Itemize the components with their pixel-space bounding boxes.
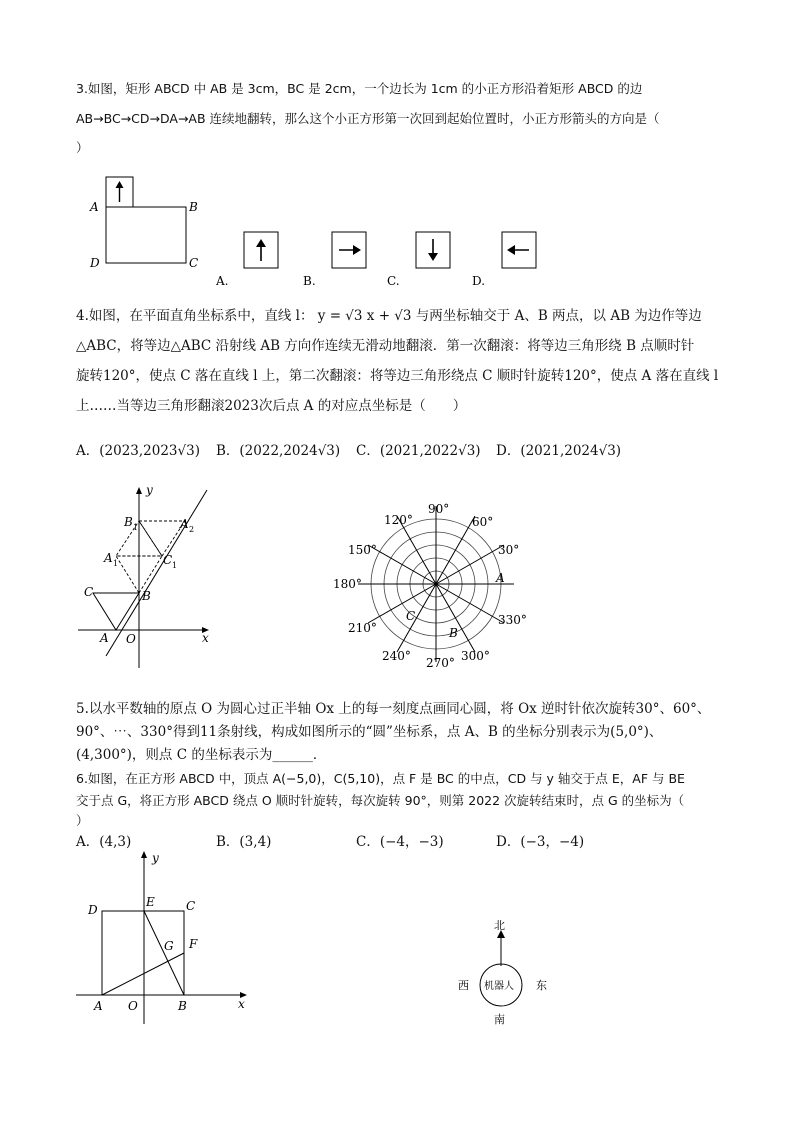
q6-label-d: D bbox=[88, 903, 98, 917]
y-axis-arrow-icon bbox=[141, 851, 147, 858]
segment-af bbox=[102, 953, 184, 995]
q4-label-c: C bbox=[84, 585, 94, 599]
q4-sub-b1: 1 bbox=[133, 523, 139, 532]
q5-line2: 90°、⋯、330°得到11条射线，构成如图所示的“圆”坐标系，点 A、B 的坐标分别表示为(5,0°)、 bbox=[76, 724, 663, 740]
angle-60: 60° bbox=[472, 515, 494, 529]
q4-option-a[interactable]: A．(2023,2023√3) bbox=[76, 443, 200, 459]
polar-label-c: C bbox=[406, 609, 416, 623]
robot-south: 南 bbox=[494, 1013, 505, 1026]
polar-label-b: B bbox=[449, 626, 458, 640]
line-l bbox=[106, 490, 207, 656]
q4-label-y: y bbox=[146, 483, 153, 497]
angle-210: 210° bbox=[348, 621, 377, 635]
q3-label-c: C bbox=[189, 256, 199, 270]
q5-line1: 5.以水平数轴的原点 O 为圆心过正半轴 Ox 上的每一刻度点画同心圆，将 Ox 逆时针依次旋转30°、60°、 bbox=[76, 701, 711, 717]
rectangle-abcd bbox=[106, 207, 186, 263]
q6-option-c[interactable]: C．(−4，−3) bbox=[356, 834, 444, 850]
q6-option-b[interactable]: B．(3,4) bbox=[216, 834, 272, 850]
q4-label-a: A bbox=[100, 631, 109, 645]
q3-label-d: D bbox=[90, 256, 100, 270]
q6-label-x: x bbox=[238, 997, 245, 1011]
q6-line3: ） bbox=[76, 813, 89, 828]
robot-east: 东 bbox=[536, 979, 547, 992]
q3-label-b: B bbox=[189, 200, 198, 214]
q4-line3: 旋转120°，使点 C 落在直线 l 上，第二次翻滚：将等边三角形绕点 C 顺时针旋转120°，使点 A 落在直线 l bbox=[76, 368, 719, 384]
angle-120: 120° bbox=[384, 513, 413, 527]
square-abcd bbox=[102, 911, 184, 995]
q3-option-b-label: B. bbox=[303, 274, 316, 288]
q3-option-d-label: D. bbox=[472, 274, 486, 288]
q4-label-c1: C bbox=[163, 553, 173, 567]
q3-label-a: A bbox=[90, 200, 99, 214]
q4-line1: 4.如图，在平面直角坐标系中，直线 l： y = √3 x + √3 与两坐标轴交于 A、B 两点，以 AB 为边作等边 bbox=[76, 308, 702, 324]
q3-line1: 3.如图，矩形 ABCD 中 AB 是 3cm，BC 是 2cm，一个边长为 1cm 的小正方形沿着矩形 ABCD 的边 bbox=[76, 81, 643, 96]
angle-90: 90° bbox=[428, 502, 450, 516]
q3-option-b[interactable] bbox=[303, 232, 366, 288]
angle-240: 240° bbox=[382, 649, 411, 663]
q3-line3: ） bbox=[76, 140, 89, 155]
q6-label-g: G bbox=[164, 939, 174, 953]
robot-west: 西 bbox=[458, 979, 469, 992]
polar-label-a: A bbox=[496, 571, 505, 585]
q6-label-b: B bbox=[178, 999, 187, 1013]
q3-option-a[interactable] bbox=[215, 232, 278, 288]
q6-label-c: C bbox=[186, 899, 196, 913]
q6-figure bbox=[70, 848, 260, 1028]
q4-line2: △ABC，将等边△ABC 沿射线 AB 方向作连续无滑动地翻滚．第一次翻滚：将等边三角形绕 B 点顺时针 bbox=[76, 338, 695, 354]
arrow-up-icon bbox=[116, 181, 124, 188]
angle-180: 180° bbox=[333, 577, 362, 591]
robot-figure bbox=[450, 918, 560, 1028]
q6-line2: 交于点 G，将正方形 ABCD 绕点 O 顺时针旋转，每次旋转 90°，则第 2022 次旋转结束时，点 G 的坐标为（ bbox=[76, 793, 685, 808]
q4-label-a1: A bbox=[104, 551, 113, 565]
q3-option-d[interactable] bbox=[472, 232, 536, 288]
q4-label-b1: B bbox=[124, 515, 133, 529]
q4-label-o: O bbox=[126, 632, 136, 646]
q4-line4: 上……当等边三角形翻滚2023次后点 A 的对应点坐标是（ ） bbox=[76, 398, 467, 414]
q6-label-e: E bbox=[146, 895, 155, 909]
q4-option-c[interactable]: C．(2021,2022√3) bbox=[356, 443, 481, 459]
triangle-abc bbox=[93, 593, 139, 630]
q3-option-c[interactable] bbox=[387, 232, 450, 288]
q6-line1: 6.如图，在正方形 ABCD 中，顶点 A(−5,0)，C(5,10)，点 F 是 BC 的中点，CD 与 y 轴交于点 E，AF 与 BE bbox=[76, 771, 685, 786]
segment-be bbox=[144, 911, 184, 995]
q4-label-a2: A bbox=[180, 517, 189, 531]
angle-300: 300° bbox=[461, 649, 490, 663]
q4-sub-a2: 2 bbox=[189, 525, 195, 534]
q4-option-d[interactable]: D．(2021,2024√3) bbox=[496, 443, 622, 459]
q4-sub-c1: 1 bbox=[172, 561, 178, 570]
q6-label-o: O bbox=[128, 999, 138, 1013]
angle-270: 270° bbox=[426, 656, 455, 670]
q3-line2: AB→BC→CD→DA→AB 连续地翻转，那么这个小正方形第一次回到起始位置时，小正方形箭头的方向是（ bbox=[76, 111, 660, 126]
q4-label-b: B bbox=[142, 589, 151, 603]
q4-figure bbox=[70, 478, 230, 673]
q4-sub-a1: 1 bbox=[113, 559, 119, 568]
arrow-down-icon bbox=[428, 253, 438, 261]
arrow-up-icon bbox=[256, 239, 266, 247]
q6-label-a: A bbox=[94, 999, 103, 1013]
arrow-right-icon bbox=[353, 245, 361, 255]
robot-north: 北 bbox=[494, 919, 505, 932]
q6-option-a[interactable]: A．(4,3) bbox=[76, 834, 132, 850]
angle-30: 30° bbox=[498, 543, 520, 557]
q6-label-f: F bbox=[189, 937, 198, 951]
q4-label-x: x bbox=[202, 631, 209, 645]
q3-option-c-label: C. bbox=[387, 274, 400, 288]
q3-option-a-label: A. bbox=[216, 274, 229, 288]
q6-label-y: y bbox=[152, 851, 159, 865]
q4-option-b[interactable]: B．(2022,2024√3) bbox=[216, 443, 341, 459]
robot-center: 机器人 bbox=[484, 981, 514, 992]
polar-figure bbox=[333, 500, 527, 670]
angle-150: 150° bbox=[348, 543, 377, 557]
arrow-left-icon bbox=[507, 245, 515, 255]
q3-figure bbox=[70, 170, 550, 295]
q5-line3: (4,300°)，则点 C 的坐标表示为______． bbox=[76, 747, 327, 763]
angle-330: 330° bbox=[498, 613, 527, 627]
q6-option-d[interactable]: D．(−3，−4) bbox=[496, 834, 585, 850]
y-axis-arrow-icon bbox=[136, 487, 142, 494]
